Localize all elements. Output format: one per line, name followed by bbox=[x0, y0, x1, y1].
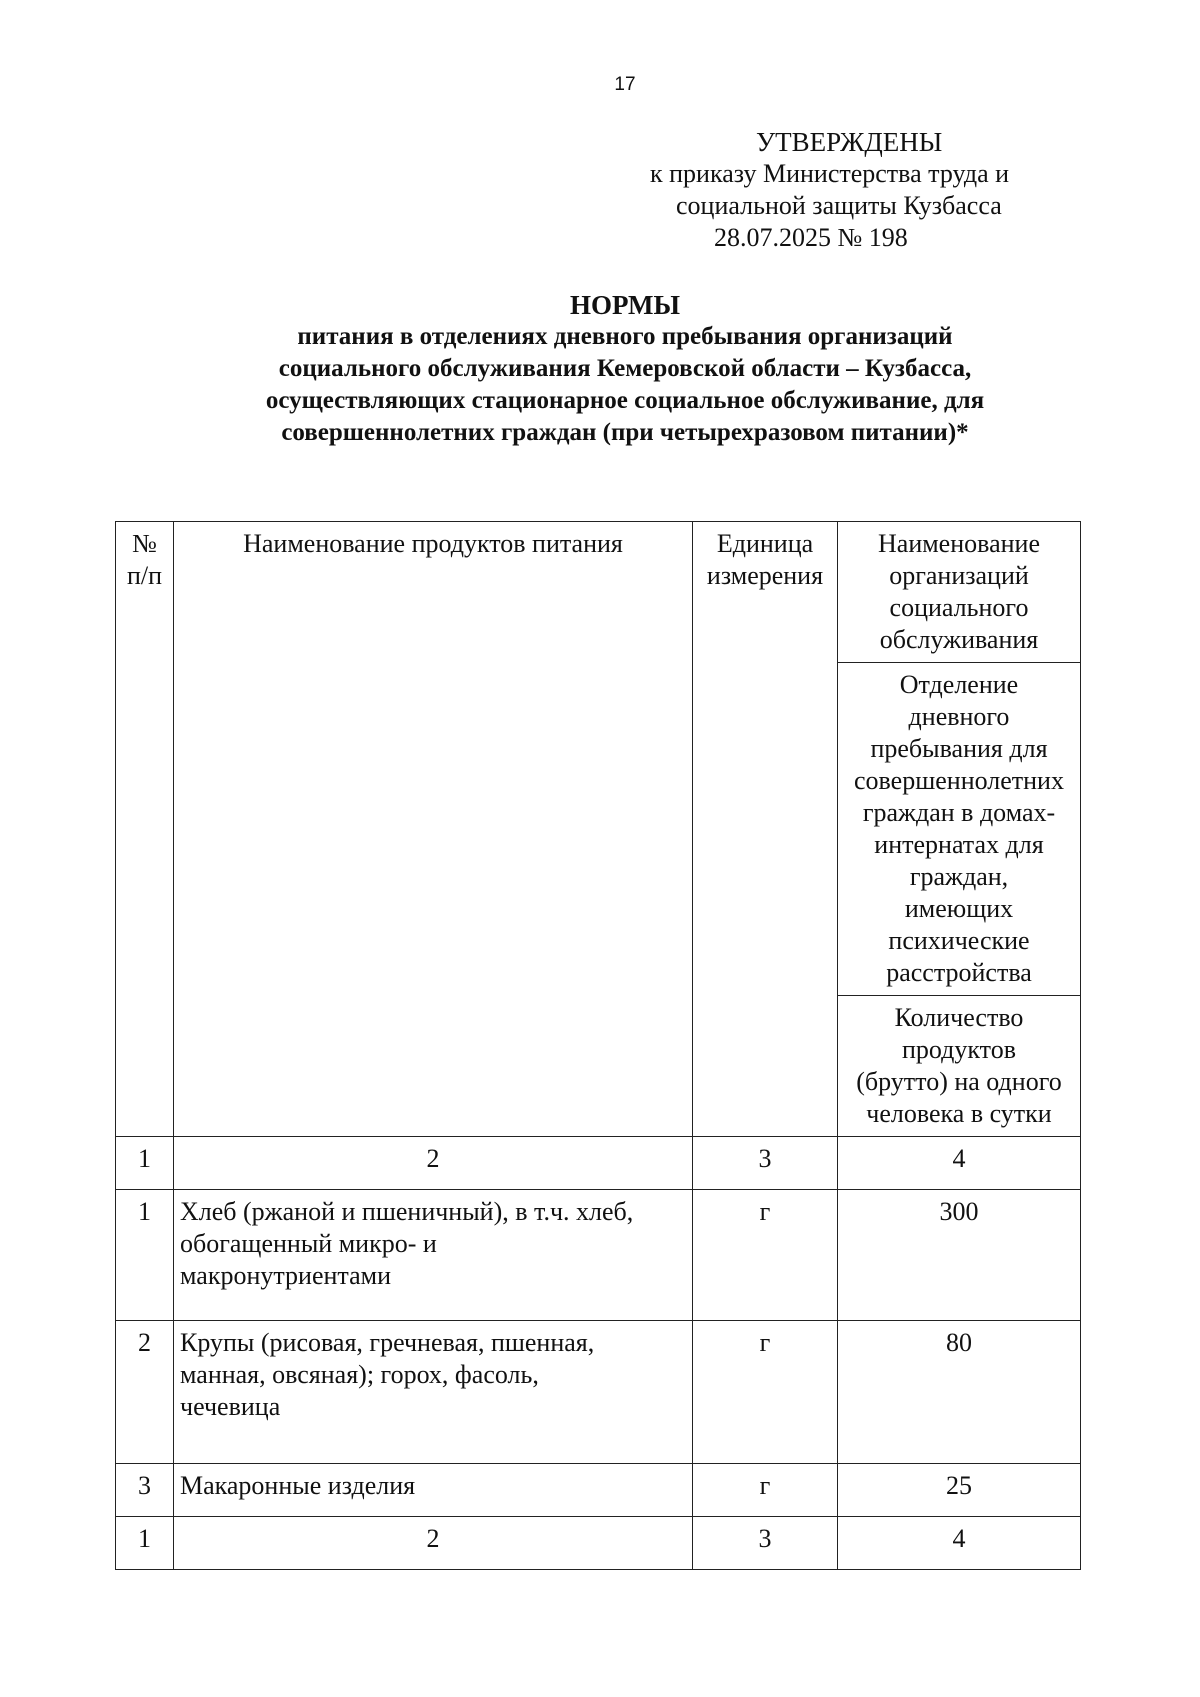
header-qty-line: (брутто) на одного bbox=[856, 1067, 1062, 1096]
header-qty-line: продуктов bbox=[902, 1035, 1016, 1064]
product-name-line: манная, овсяная); горох, фасоль, bbox=[180, 1360, 539, 1389]
column-number-row bbox=[116, 1137, 1081, 1190]
header-unit-line: Единица bbox=[716, 529, 814, 558]
product-name-line: макронутриентами bbox=[180, 1261, 391, 1290]
approval-order-line: к приказу Министерства труда и bbox=[650, 159, 1010, 188]
col-number: 2 bbox=[174, 1517, 693, 1570]
header-dept-line: имеющих bbox=[904, 894, 1014, 923]
product-quantity: 25 bbox=[838, 1464, 1081, 1517]
header-org-line: организаций bbox=[889, 561, 1029, 590]
col-number: 3 bbox=[693, 1517, 838, 1570]
header-unit bbox=[693, 522, 838, 1137]
header-dept-line: совершеннолетних bbox=[854, 766, 1064, 795]
title-line: питания в отделениях дневного пребывания организаций bbox=[297, 323, 953, 350]
row-number: 1 bbox=[116, 1190, 174, 1321]
approval-date-number: 28.07.2025 № 198 bbox=[714, 223, 908, 252]
row-number: 3 bbox=[116, 1464, 174, 1517]
title-line: осуществляющих стационарное социальное обслуживание, для bbox=[265, 387, 985, 414]
product-name bbox=[174, 1190, 693, 1321]
approval-ministry-line: социальной защиты Кузбасса bbox=[676, 191, 1002, 220]
header-dept-line: психические bbox=[888, 926, 1030, 955]
product-name bbox=[174, 1464, 693, 1517]
product-name-line: Крупы (рисовая, гречневая, пшенная, bbox=[180, 1328, 595, 1357]
header-product-name: Наименование продуктов питания bbox=[174, 522, 693, 1137]
document-title bbox=[100, 289, 1150, 449]
product-name-line: обогащенный микро- и bbox=[180, 1229, 437, 1258]
header-department bbox=[838, 663, 1081, 996]
product-name-line: Хлеб (ржаной и пшеничный), в т.ч. хлеб, bbox=[180, 1197, 634, 1226]
row-number: 2 bbox=[116, 1321, 174, 1464]
header-qty-line: Количество bbox=[894, 1003, 1024, 1032]
header-number-line: № bbox=[132, 529, 157, 558]
header-number-line: п/п bbox=[126, 561, 163, 590]
header-dept-line: расстройства bbox=[886, 958, 1032, 987]
header-qty-line: человека в сутки bbox=[866, 1099, 1052, 1128]
header-dept-line: дневного bbox=[908, 702, 1010, 731]
header-org-line: обслуживания bbox=[879, 625, 1039, 654]
header-organization bbox=[838, 522, 1081, 663]
product-unit: г bbox=[693, 1321, 838, 1464]
product-unit: г bbox=[693, 1190, 838, 1321]
column-number-row bbox=[116, 1517, 1081, 1570]
product-name-line: Макаронные изделия bbox=[180, 1471, 416, 1500]
header-unit-line: измерения bbox=[706, 561, 824, 590]
header-org-line: социального bbox=[889, 593, 1029, 622]
header-number bbox=[116, 522, 174, 1137]
col-number: 2 bbox=[174, 1137, 693, 1190]
table-row bbox=[116, 1190, 1081, 1321]
header-org-line: Наименование bbox=[878, 529, 1040, 558]
table-row bbox=[116, 1464, 1081, 1517]
product-unit: г bbox=[693, 1464, 838, 1517]
col-number: 4 bbox=[838, 1137, 1081, 1190]
product-quantity: 80 bbox=[838, 1321, 1081, 1464]
product-quantity: 300 bbox=[838, 1190, 1081, 1321]
col-number: 4 bbox=[838, 1517, 1081, 1570]
col-number: 1 bbox=[116, 1137, 174, 1190]
header-quantity bbox=[838, 996, 1081, 1137]
title-main: НОРМЫ bbox=[570, 290, 680, 320]
title-line: совершеннолетних граждан (при четырехразовом питании)* bbox=[281, 419, 969, 446]
header-dept-line: пребывания для bbox=[870, 734, 1048, 763]
product-name-line: чечевица bbox=[180, 1392, 281, 1421]
header-dept-line: граждан в домах- bbox=[862, 798, 1056, 827]
header-dept-line: Отделение bbox=[899, 670, 1019, 699]
header-dept-line: интернатах для bbox=[874, 830, 1044, 859]
table-row bbox=[116, 1321, 1081, 1464]
col-number: 3 bbox=[693, 1137, 838, 1190]
page-number: 17 bbox=[614, 74, 636, 95]
approval-heading: УТВЕРЖДЕНЫ bbox=[756, 127, 943, 157]
col-number: 1 bbox=[116, 1517, 174, 1570]
table-header-row bbox=[116, 522, 1081, 663]
approval-block bbox=[640, 126, 1080, 254]
header-dept-line: граждан, bbox=[909, 862, 1009, 891]
title-line: социального обслуживания Кемеровской области – Кузбасса, bbox=[278, 355, 972, 382]
product-name bbox=[174, 1321, 693, 1464]
norms-table bbox=[115, 521, 1081, 1570]
